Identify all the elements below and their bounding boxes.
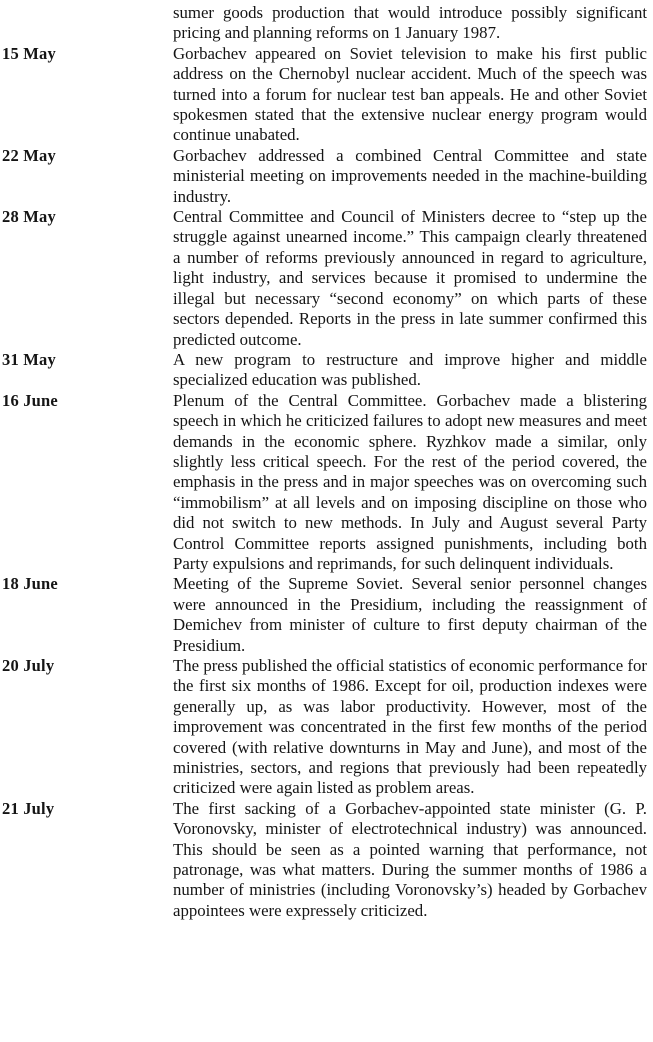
entry-date: 22 May — [2, 145, 56, 165]
entry-text: The first sacking of a Gorbachev-appointed state minister (G. P. Voronovsky, minister of electrotechnical industry) was announced. This should be seen as a pointed warning that performance, not patronage, was what matters. During the summer months of 1986 a number of ministries (including Voronovsky’s) headed by Gorbachev appointees were expressely criticized. — [173, 798, 647, 920]
entry-text: Gorbachev addressed a combined Central Committee and state ministerial meeting on improvements needed in the machine-building industry. — [173, 145, 647, 206]
entry-date: 31 May — [2, 349, 56, 369]
chronology-entry — [2, 656, 647, 799]
entry-text: A new program to restructure and improve higher and middle specialized education was published. — [173, 349, 647, 390]
chronology-entry — [2, 146, 647, 207]
entry-text: Plenum of the Central Committee. Gorbachev made a blistering speech in which he criticized failures to adopt new measures and meet demands in the economic sphere. Ryzhkov made a similar, only slightly less critical speech. For the rest of the period covered, the emphasis in the press and in major speeches was on overcoming such “immobilism” at all levels and on imposing discipline on those who did not switch to new methods. In July and August several Party Control Committee reports assigned punishments, including both Party expulsions and reprimands, for such delinquent individuals. — [173, 390, 647, 573]
chronology-list — [2, 3, 647, 921]
chronology-entry — [2, 799, 647, 921]
chronology-entry — [2, 574, 647, 656]
chronology-entry — [2, 3, 647, 44]
entry-date: 28 May — [2, 207, 56, 227]
entry-date: 16 June — [2, 390, 58, 410]
entry-text: sumer goods production that would introduce possibly significant pricing and planning reforms on 1 January 1987. — [173, 3, 647, 43]
chronology-entry — [2, 207, 647, 350]
chronology-entry — [2, 350, 647, 391]
chronology-entry — [2, 391, 647, 575]
entry-text: Gorbachev appeared on Soviet television to make his first public address on the Chernobyl nuclear accident. Much of the speech was turned into a forum for nuclear test ban appeals. He and other Soviet spokesmen stated that the extensive nuclear energy program would continue unabated. — [173, 43, 647, 145]
chronology-entry — [2, 44, 647, 146]
entry-text: Central Committee and Council of Ministers decree to “step up the struggle against unearned income.” This campaign clearly threatened a number of reforms previously announced in regard to agriculture, light industry, and services because it promised to undermine the illegal but necessary “second economy” on which parts of these sectors depended. Reports in the press in late summer confirmed this predicted outcome. — [173, 207, 647, 349]
entry-date: 21 July — [2, 798, 55, 818]
entry-date: 20 July — [2, 656, 55, 675]
entry-date: 15 May — [2, 43, 56, 63]
entry-text: Meeting of the Supreme Soviet. Several senior personnel changes were announced in the Presidium, including the reassignment of Demichev from minister of culture to first deputy chairman of the Presidium. — [173, 574, 647, 655]
entry-date: 18 June — [2, 574, 58, 594]
entry-text: The press published the official statistics of economic performance for the first six months of 1986. Except for oil, production indexes were generally up, as was labor productivity. However, most of the improvement was concentrated in the first few months of the period covered (with relative downturns in May and June), and most of the ministries, sectors, and regions that previously had been repeatedly criticized were again listed as problem areas. — [173, 656, 647, 798]
